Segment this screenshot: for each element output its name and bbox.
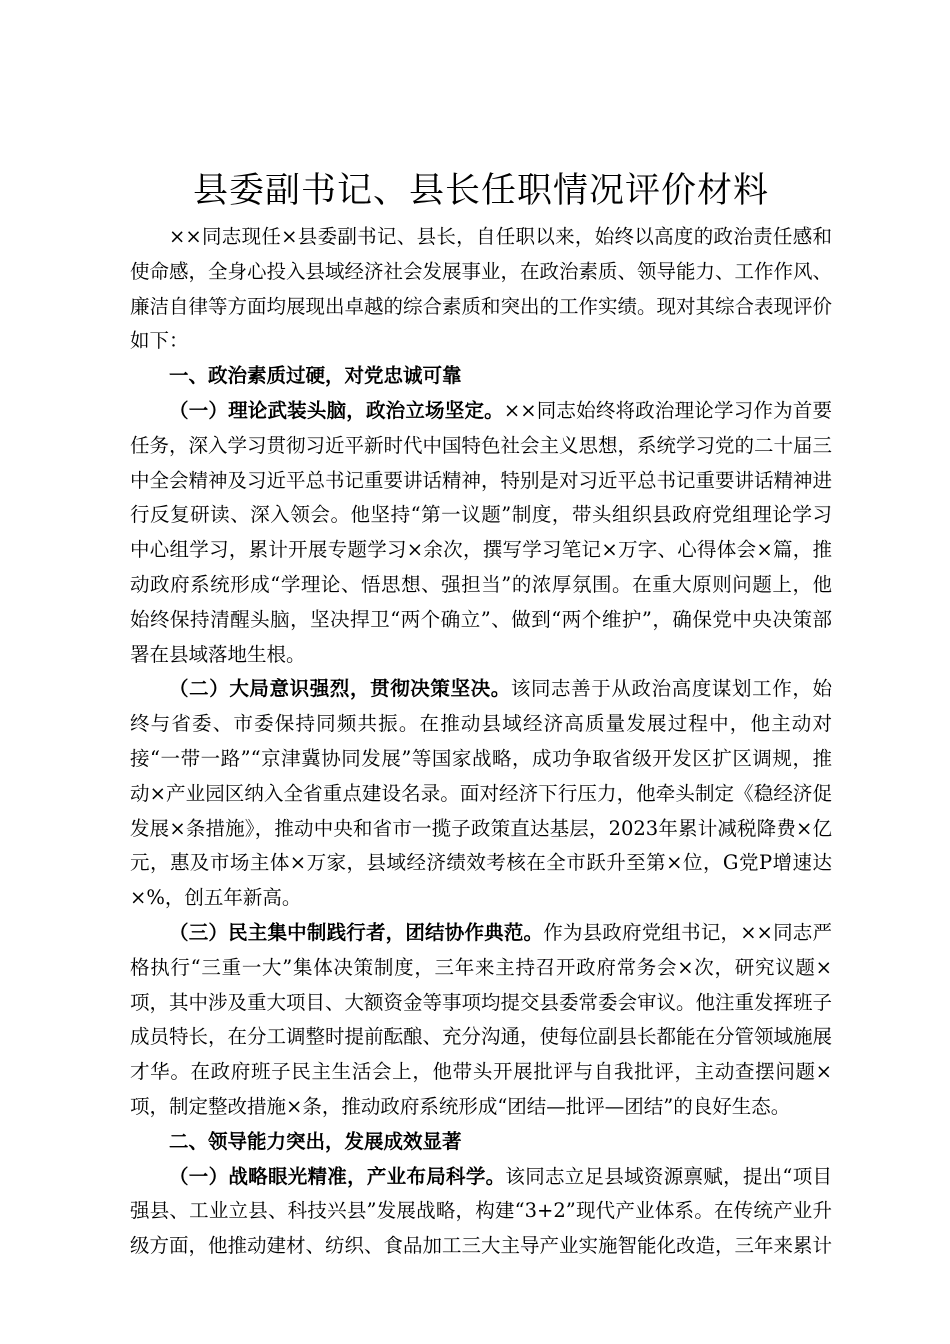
paragraph-1-3 <box>130 916 832 1125</box>
paragraph-text: 该同志立足县域资源禀赋，提出“项目强县、工业立县、科技兴县”发展战略，构建“3+2”现代产业体系。在传统产业升级方面，他推动建材、纺织、食品加工三大主导产业实施智能化改造，三年来累计 <box>130 1164 833 1258</box>
paragraph-text: ××同志始终将政治理论学习作为首要任务，深入学习贯彻习近平新时代中国特色社会主义思想，系统学习党的二十届三中全会精神及习近平总书记重要讲话精神，特别是对习近平总书记重要讲话精神进行反复研读、深入领会。他坚持“第一议题”制度，带头组织县政府党组理论学习中心组学习，累计开展专题学习×余次，撰写学习笔记×万字、心得体会×篇，推动政府系统形成“学理论、悟思想、强担当”的浓厚氛围。在重大原则问题上，他始终保持清醒头脑，坚决捍卫“两个确立”、做到“两个维护”，确保党中央决策部署在县域落地生根。 <box>130 398 833 666</box>
document-body <box>130 168 832 1264</box>
paragraph-lead: （二）大局意识强烈，贯彻决策坚决。 <box>169 677 511 701</box>
section-heading-2: 二、领导能力突出，发展成效显著 <box>169 1129 462 1153</box>
paragraph-lead: （一）理论武装头脑，政治立场坚定。 <box>169 398 504 422</box>
paragraph-text: 该同志善于从政治高度谋划工作，始终与省委、市委保持同频共振。在推动县域经济高质量发展过程中，他主动对接“一带一路”“京津冀协同发展”等国家战略，成功争取省级开发区扩区调规，推动×产业园区纳入全省重点建设名录。面对经济下行压力，他牵头制定《稳经济促发展×条措施》，推动中央和省市一揽子政策直达基层，2023年累计减税降费×亿元，惠及市场主体×万家，县域经济绩效考核在全市跃升至第×位，G党P增速达×%，创五年新高。 <box>130 677 832 910</box>
section-heading-1: 一、政治素质过硬，对党忠诚可靠 <box>169 364 462 388</box>
paragraph-2-1 <box>130 1160 832 1264</box>
paragraph-lead: （一）战略眼光精准，产业布局科学。 <box>169 1164 506 1188</box>
intro-paragraph: ××同志现任×县委副书记、县长，自任职以来，始终以高度的政治责任感和使命感，全身心投入县域经济社会发展事业，在政治素质、领导能力、工作作风、廉洁自律等方面均展现出卓越的综合素质和突出的工作实绩。现对其综合表现评价如下： <box>130 225 833 353</box>
document-title: 县委副书记、县长任职情况评价材料 <box>192 171 769 211</box>
paragraph-text: 作为县政府党组书记，××同志严格执行“三重一大”集体决策制度，三年来主持召开政府常务会×次，研究议题×项，其中涉及重大项目、大额资金等事项均提交县委常委会审议。他注重发挥班子成员特长，在分工调整时提前酝酿、充分沟通，使每位副县长都能在分管领域施展才华。在政府班子民主生活会上，他带头开展批评与自我批评，主动查摆问题×项，制定整改措施×条，推动政府系统形成“团结—批评—团结”的良好生态。 <box>130 920 833 1118</box>
paragraph-1-1 <box>130 394 832 672</box>
paragraph-1-2 <box>130 672 832 916</box>
paragraph-lead: （三）民主集中制践行者，团结协作典范。 <box>169 920 544 944</box>
